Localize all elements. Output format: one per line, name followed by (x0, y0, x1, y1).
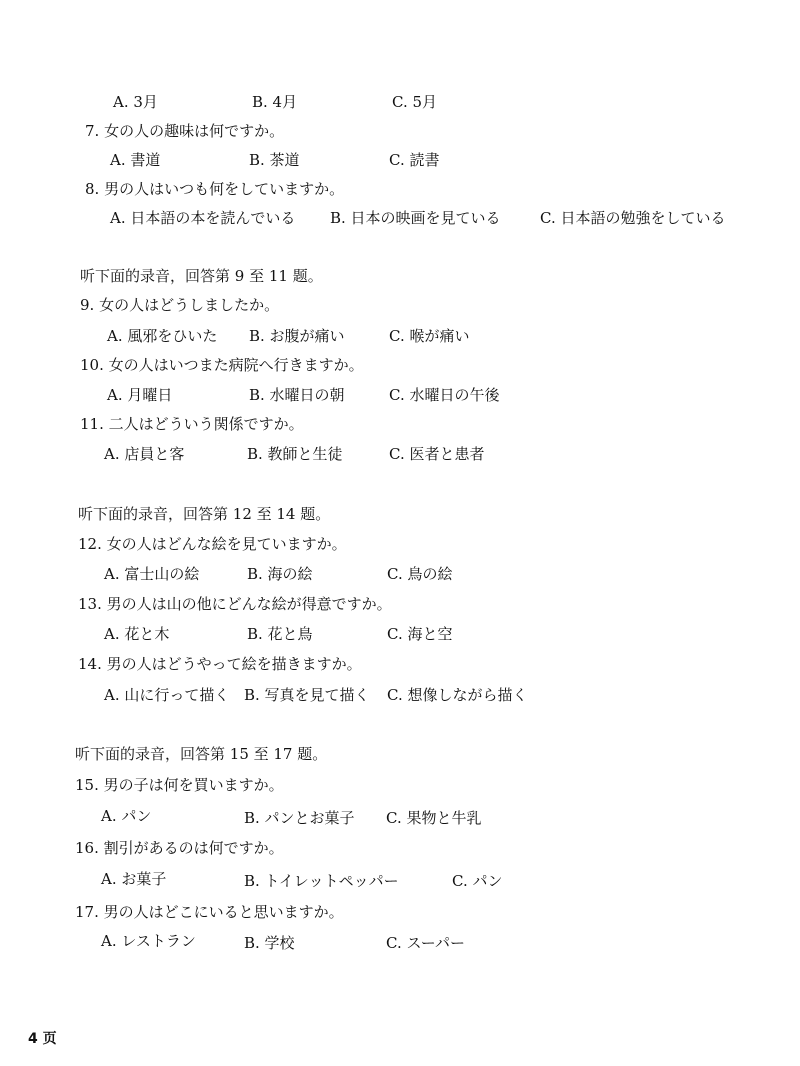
question-8: 8. 男の人はいつも何をしていますか。 (85, 180, 345, 198)
section-heading-12-14: 听下面的录音，回答第 12 至 14 题。 (78, 505, 331, 523)
q11-option-b: B. 教師と生徒 (247, 445, 343, 463)
q11-option-c: C. 医者と患者 (389, 445, 485, 463)
question-16: 16. 割引があるのは何ですか。 (75, 839, 284, 857)
q14-option-c: C. 想像しながら描く (387, 686, 528, 704)
q6-option-b: B. 4月 (252, 93, 298, 111)
q14-option-a: A. 山に行って描く (104, 686, 230, 704)
q12-option-b: B. 海の絵 (247, 565, 313, 583)
page-number: 4 页 (28, 1031, 57, 1047)
q17-option-b: B. 学校 (244, 934, 295, 952)
question-10: 10. 女の人はいつまた病院へ行きますか。 (80, 356, 364, 374)
q13-option-a: A. 花と木 (104, 625, 170, 643)
q7-option-b: B. 茶道 (249, 151, 300, 169)
q8-option-a: A. 日本語の本を読んでいる (110, 209, 296, 227)
q10-option-a: A. 月曜日 (107, 386, 173, 404)
q9-option-b: B. お腹が痛い (249, 327, 345, 345)
question-14: 14. 男の人はどうやって絵を描きますか。 (78, 655, 362, 673)
question-7: 7. 女の人の趣味は何ですか。 (85, 122, 285, 140)
q11-option-a: A. 店員と客 (104, 445, 185, 463)
question-15: 15. 男の子は何を買いますか。 (75, 776, 284, 794)
q9-option-a: A. 風邪をひいた (107, 327, 218, 345)
q12-option-a: A. 富士山の絵 (104, 565, 200, 583)
q16-option-b: B. トイレットペッパー (244, 872, 399, 890)
q16-option-c: C. パン (452, 872, 503, 890)
q7-option-a: A. 書道 (110, 151, 161, 169)
q8-option-c: C. 日本語の勉強をしている (540, 209, 726, 227)
question-12: 12. 女の人はどんな絵を見ていますか。 (78, 535, 347, 553)
q12-option-c: C. 鳥の絵 (387, 565, 453, 583)
question-11: 11. 二人はどういう関係ですか。 (80, 415, 304, 433)
q17-option-a: A. レストラン (101, 932, 196, 950)
q15-option-c: C. 果物と牛乳 (386, 809, 482, 827)
q16-option-a: A. お菓子 (101, 870, 167, 888)
question-17: 17. 男の人はどこにいると思いますか。 (75, 903, 344, 921)
q6-option-c: C. 5月 (392, 93, 438, 111)
q10-option-c: C. 水曜日の午後 (389, 386, 500, 404)
section-heading-15-17: 听下面的录音，回答第 15 至 17 题。 (75, 745, 328, 763)
q7-option-c: C. 読書 (389, 151, 440, 169)
q13-option-c: C. 海と空 (387, 625, 453, 643)
q13-option-b: B. 花と鳥 (247, 625, 313, 643)
question-13: 13. 男の人は山の他にどんな絵が得意ですか。 (78, 595, 392, 613)
q9-option-c: C. 喉が痛い (389, 327, 470, 345)
q10-option-b: B. 水曜日の朝 (249, 386, 345, 404)
q14-option-b: B. 写真を見て描く (244, 686, 370, 704)
section-heading-9-11: 听下面的录音，回答第 9 至 11 题。 (80, 267, 323, 285)
q15-option-a: A. パン (101, 807, 152, 825)
question-9: 9. 女の人はどうしましたか。 (80, 296, 280, 314)
q15-option-b: B. パンとお菓子 (244, 809, 355, 827)
q17-option-c: C. スーパー (386, 934, 465, 952)
q8-option-b: B. 日本の映画を見ている (330, 209, 501, 227)
q6-option-a: A. 3月 (113, 93, 158, 111)
